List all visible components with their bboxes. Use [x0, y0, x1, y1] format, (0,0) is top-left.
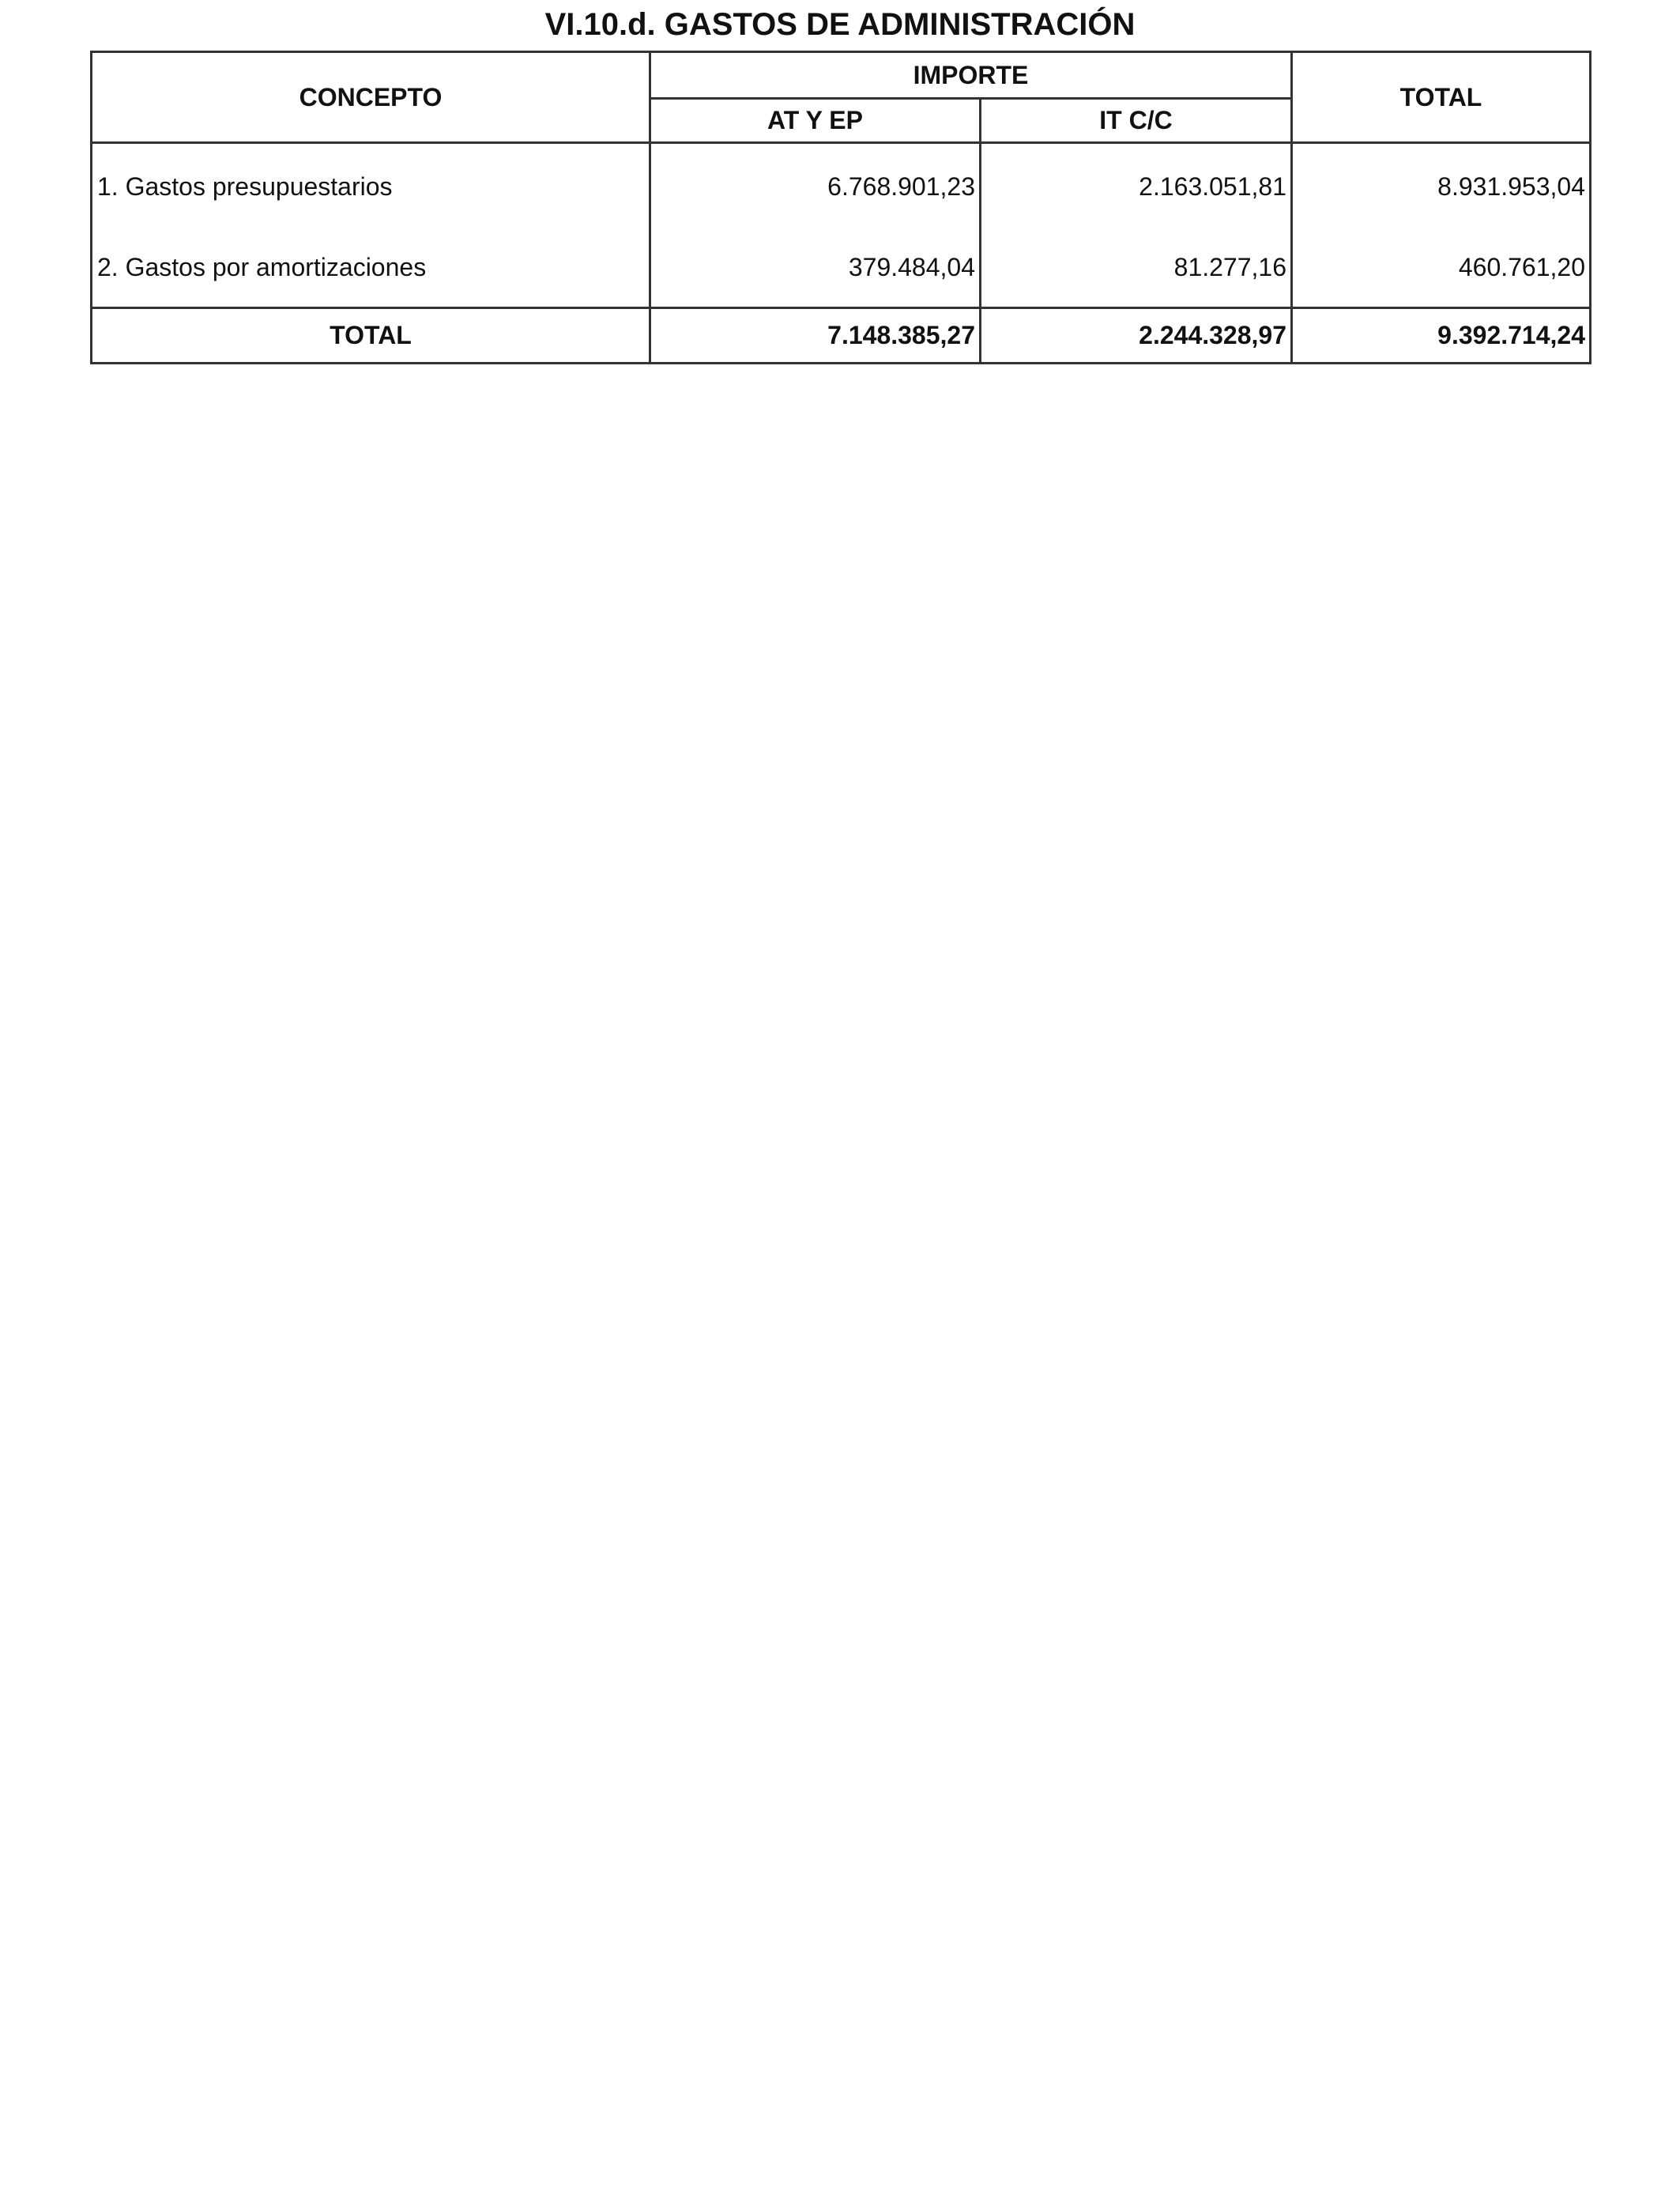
page-title: VI.10.d. GASTOS DE ADMINISTRACIÓN: [544, 7, 1136, 42]
row-1-concepto: 1. Gastos presupuestarios: [97, 172, 393, 201]
row-2-concepto: 2. Gastos por amortizaciones: [97, 253, 427, 281]
header-importe: IMPORTE: [650, 52, 1292, 99]
header-concepto: CONCEPTO: [92, 52, 650, 143]
expenses-table: [90, 51, 1591, 364]
row-1-it-cc: 2.163.051,81: [1139, 172, 1286, 201]
concepto-column: [92, 143, 650, 308]
row-1-total: 8.931.953,04: [1437, 172, 1585, 201]
header-total: TOTAL: [1292, 52, 1591, 143]
totals-it-cc: 2.244.328,97: [981, 308, 1292, 364]
total-column: [1292, 143, 1591, 308]
totals-row: [92, 308, 1591, 364]
row-2-it-cc: 81.277,16: [1173, 253, 1286, 281]
row-2-at-y-ep: 379.484,04: [848, 253, 975, 281]
at-y-ep-column: [650, 143, 981, 308]
table-header: [92, 52, 1591, 143]
header-it-cc: IT C/C: [981, 99, 1292, 143]
table-row: [92, 143, 1591, 308]
totals-label: TOTAL: [92, 308, 650, 364]
header-at-y-ep: AT Y EP: [650, 99, 981, 143]
totals-at-y-ep: 7.148.385,27: [650, 308, 981, 364]
row-1-at-y-ep: 6.768.901,23: [827, 172, 975, 201]
row-2-total: 460.761,20: [1458, 253, 1585, 281]
table-body: [92, 143, 1591, 364]
totals-total: 9.392.714,24: [1292, 308, 1591, 364]
it-cc-column: [981, 143, 1292, 308]
